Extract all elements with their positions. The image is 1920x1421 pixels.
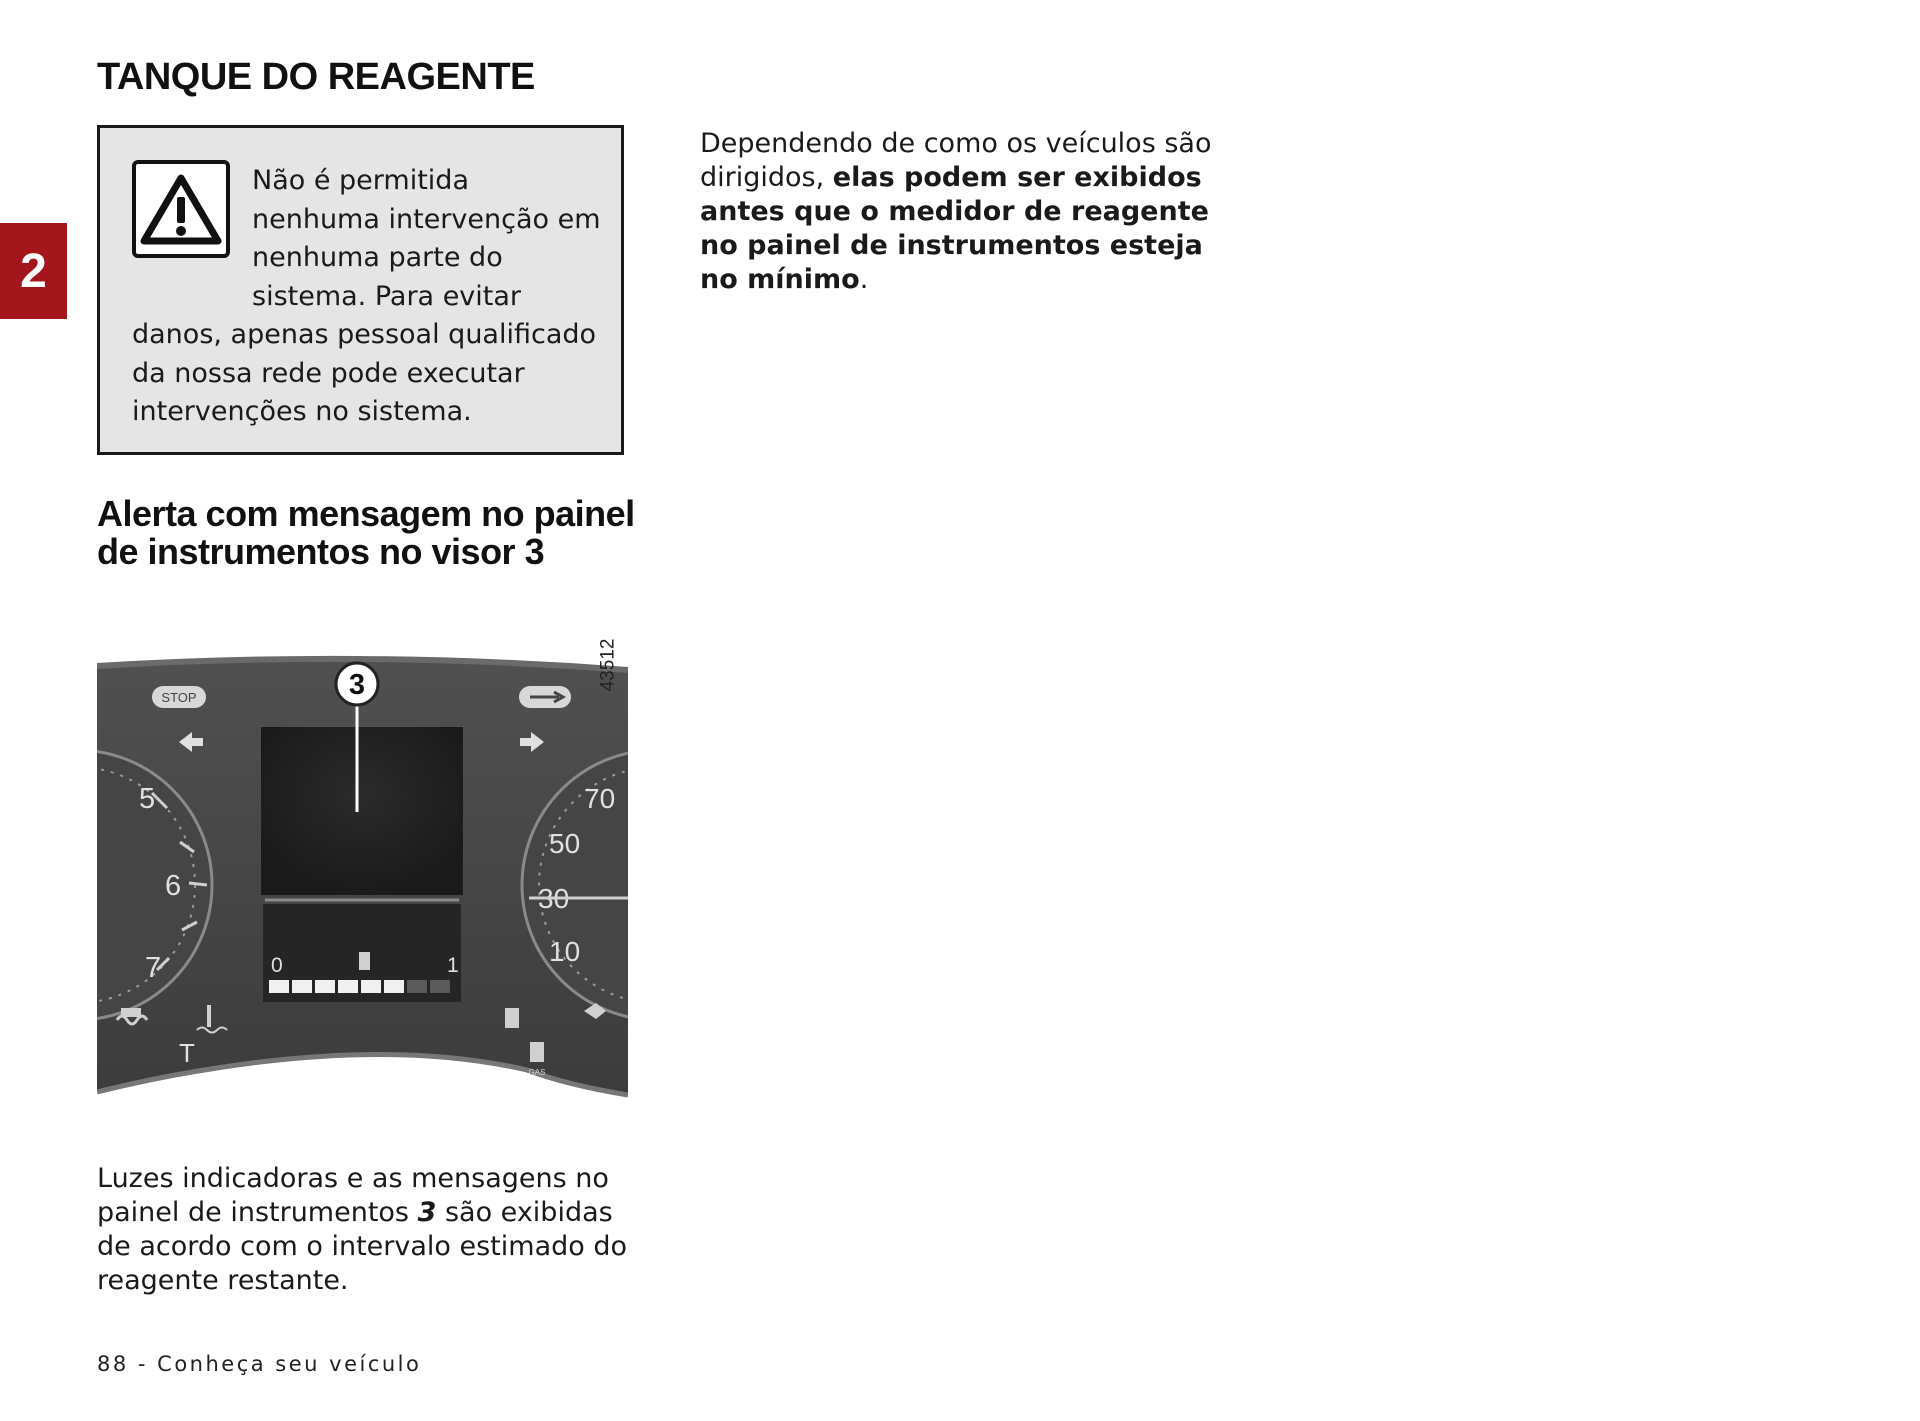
- right-part1: Dependendo de como os veículos são dirigidos,: [700, 128, 1212, 193]
- gauge-min-label: 0: [271, 954, 283, 977]
- chapter-tab: 2: [0, 223, 67, 319]
- gauge-segment: [361, 980, 381, 993]
- body-emphasis: 3: [417, 1197, 437, 1228]
- callout-3: 3: [348, 669, 366, 701]
- temp-label: T: [179, 1038, 195, 1068]
- section-subtitle: Alerta com mensagem no painel de instrumentos no visor 3: [97, 493, 635, 572]
- speed-label-70: 70: [584, 783, 616, 814]
- gauge-segment: [384, 980, 404, 993]
- tacho-label-6: 6: [165, 870, 182, 902]
- warning-text: Não é permitida nenhuma intervenção em nenhuma parte do sistema. Para evitar danos, apenas pessoal qualificado da nossa rede pode executar intervenções no sistema.: [132, 165, 601, 427]
- gauge-segment: [430, 980, 450, 993]
- gauge-max-label: 1: [447, 954, 459, 977]
- speed-label-30: 30: [538, 883, 570, 914]
- warning-box: [97, 125, 624, 455]
- right-bold: elas podem ser exibidos antes que o medidor de reagente no painel de instrumentos esteja no mínimo: [700, 162, 1209, 295]
- right-column-paragraph: [700, 127, 1240, 297]
- stop-badge: STOP: [161, 690, 197, 705]
- tacho-label-7: 7: [145, 952, 162, 984]
- gauge-segment: [292, 980, 312, 993]
- gauge-segment: [269, 980, 289, 993]
- tacho-label-5: 5: [139, 783, 156, 815]
- gauge-segment: [338, 980, 358, 993]
- instrument-panel-figure: [97, 630, 628, 1120]
- speed-label-50: 50: [549, 828, 581, 859]
- figure-reference-number: 43512: [597, 638, 618, 692]
- page-footer: 88 - Conheça seu veículo: [97, 1352, 422, 1376]
- warning-text-block: [132, 162, 602, 432]
- body-part1: Luzes indicadoras e as mensagens no painel de instrumentos: [97, 1163, 609, 1228]
- body-part2: são exibidas de acordo com o intervalo estimado do reagente restante.: [97, 1197, 628, 1296]
- page-title: TANQUE DO REAGENTE: [97, 56, 535, 98]
- speed-label-10: 10: [549, 936, 581, 967]
- gauge-segment: [315, 980, 335, 993]
- body-paragraph: [97, 1162, 637, 1298]
- gas-label: GAS: [528, 1068, 546, 1077]
- right-part2: .: [859, 264, 869, 295]
- gauge-segment: [407, 980, 427, 993]
